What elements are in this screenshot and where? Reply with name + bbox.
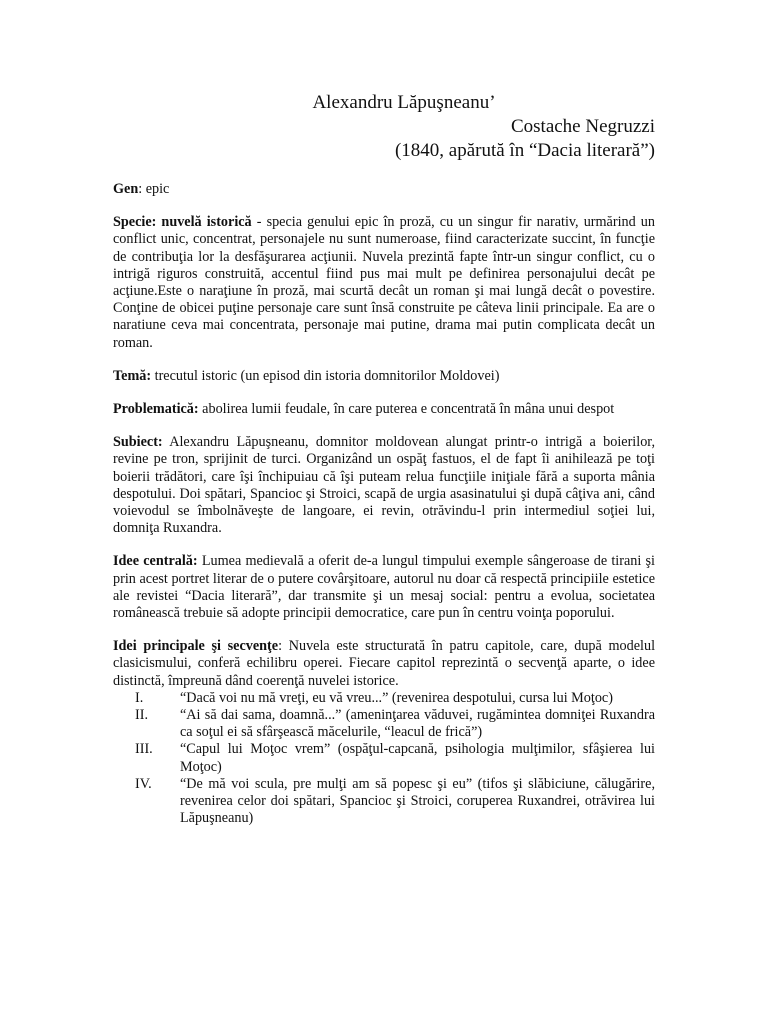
list-item-text: “Capul lui Moţoc vrem” (ospăţul-capcană, psihologia mulţimilor, sfâşierea lui Moţoc) (180, 741, 655, 775)
section-text: : epic (138, 181, 170, 197)
list-item (113, 707, 655, 741)
section-tema (113, 368, 655, 385)
section-idei-principale (113, 638, 655, 690)
section-label: Gen (113, 181, 139, 197)
list-item-number: III. (135, 741, 153, 758)
section-text: trecutul istoric (un episod din istoria domnitorilor Moldovei) (151, 367, 500, 384)
list-item-number: I. (135, 689, 144, 706)
section-text: - specia genului epic în proză, cu un singur fir narativ, urmărind un conflict unic, concentrat, personajele nu sunt numeroase, fiind caracterizate succint, în funcţie de contribuţia lor la desfăşurarea acţiunii. Nuvela prezintă fapte într-un singur conflict, cu o intrigă riguros construită, accentul fiind pus mai mult pe definirea personajului decât pe acţiune.Este o naraţiune în proză, mai scurtă decât un roman şi mai lungă decât o povestire. Conţine de obicei puţine personaje care sunt însă construite pe câteva linii principale. Ea are o naratiune ceva mai concentrata, personaje mai putine, drama mai putin complicata decât un roman. (113, 214, 655, 351)
section-subiect (113, 434, 655, 537)
list-item-text: “Ai să dai sama, doamnă...” (ameninţarea văduvei, rugămintea domniţei Ruxandra ca soţul ei să sfârşească măcelurile, “leacul de frică”) (180, 707, 655, 741)
list-item-number: IV. (135, 775, 152, 792)
list-item-text: “Dacă voi nu mă vreţi, eu vă vreu...” (revenirea despotului, cursa lui Moţoc) (180, 689, 613, 706)
section-label: Subiect: (113, 434, 163, 451)
section-label: Temă: (113, 367, 152, 384)
section-idee-centrala (113, 553, 655, 622)
list-item-text: “De mă voi scula, pre mulţi am să popesc şi eu” (tifos şi slăbiciune, călugărire, revenirea celor doi spătari, Spancioc şi Stroici, coruperea Ruxandrei, otrăvirea lui Lăpuşneanu) (180, 775, 655, 827)
section-label: Idei principale şi secvenţe (113, 638, 279, 655)
list-item (113, 741, 655, 775)
section-text: Lumea medievală a oferit de-a lungul timpului exemple sângeroase de tirani şi prin acest portret literar de o putere covârşitoare, autorul nu doar că respectă principiile estetice ale revistei “Dacia literară”, dar transmite şi un mesaj social: pentru a evolua, societatea românească trebuie să adopte principii democratice, care pun în centru voinţa poporului. (113, 553, 655, 622)
document-title: Alexandru Lăpuşneanu’ (312, 92, 496, 113)
document-body (113, 181, 655, 828)
section-text: abolirea lumii feudale, în care puterea e concentrată în mâna unui despot (198, 401, 615, 418)
document-date: (1840, apărută în “Dacia literară”) (394, 140, 655, 161)
section-problematica (113, 401, 655, 418)
section-label: Specie: nuvelă istorică (113, 214, 252, 231)
section-label: Idee centrală: (113, 553, 198, 570)
list-item (113, 690, 655, 707)
document-author: Costache Negruzzi (510, 116, 655, 137)
list-item (113, 776, 655, 828)
section-label: Problematică: (113, 401, 199, 418)
section-text: Alexandru Lăpuşneanu, domnitor moldovean alungat printr-o intrigă a boierilor, revine pe tron, sprijinit de turci. Organizând un ospăţ fastuos, el de fapt îi anihilează pe toţi boierii trădători, care îşi închipuiau că îşi puteam relua funcţiile iniţiale fără a suporta mânia despotului. Doi spătari, Spancioc şi Stroici, scapă de urgia asasinatului şi după câţiva ani, când voievodul se îmbolnăveşte de langoare, ei revin, otrăvindu-l prin intermediul soţiei lui, domniţa Ruxandra. (113, 434, 655, 537)
list-item-number: II. (135, 707, 148, 724)
section-specie (113, 214, 655, 352)
section-gen (113, 181, 655, 198)
sequence-list (113, 690, 655, 828)
section-text: : Nuvela este structurată în patru capitole, care, după modelul clasicismului, conferă echilibru operei. Fiecare capitol reprezintă o secvenţă aparte, o idee distinctă, împreună dând coerenţă nuvelei istorice. (113, 638, 656, 689)
